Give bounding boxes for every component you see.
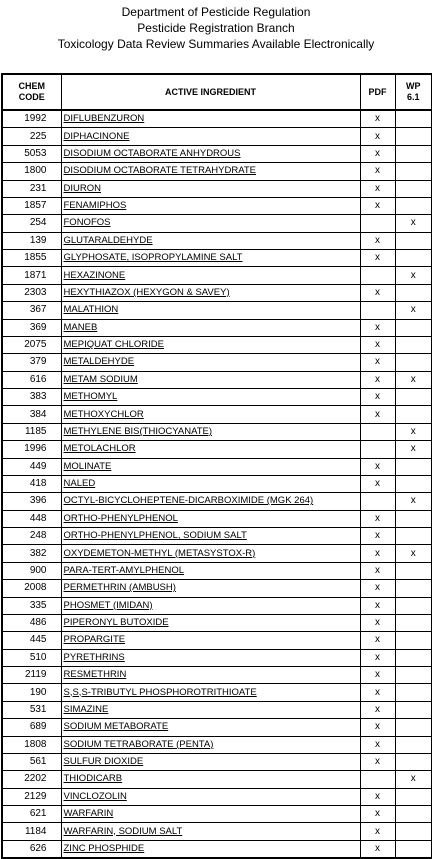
table-row <box>2 806 432 823</box>
pdf-mark-cell: x <box>360 562 395 579</box>
chem-code-label-line2: CODE <box>18 92 45 102</box>
pdf-mark-cell: x <box>360 701 395 718</box>
chem-code-cell: 367 <box>2 302 61 319</box>
pdf-mark-cell: x <box>360 840 395 858</box>
chem-code-cell: 190 <box>2 684 61 701</box>
chem-code-cell: 531 <box>2 701 61 718</box>
active-ingredient-link[interactable]: DIFLUBENZURON <box>61 110 360 128</box>
wp-mark-cell <box>395 319 432 336</box>
pdf-mark-cell: x <box>360 389 395 406</box>
wp-label-line2: 6.1 <box>406 92 420 102</box>
active-ingredient-link[interactable]: FONOFOS <box>61 215 360 232</box>
table-row <box>2 336 432 353</box>
active-ingredient-link[interactable]: S,S,S-TRIBUTYL PHOSPHOROTRITHIOATE <box>61 684 360 701</box>
table-row <box>2 354 432 371</box>
table-header-row <box>2 74 432 110</box>
chem-code-cell: 1855 <box>2 250 61 267</box>
active-ingredient-link[interactable]: OXYDEMETON-METHYL (METASYSTOX-R) <box>61 545 360 562</box>
wp-label-line1: WP <box>406 81 421 91</box>
chem-code-cell: 231 <box>2 180 61 197</box>
wp-mark-cell <box>395 128 432 145</box>
wp-mark-cell <box>395 701 432 718</box>
data-table <box>1 73 432 859</box>
pdf-mark-cell <box>360 771 395 788</box>
wp-mark-cell <box>395 110 432 128</box>
chem-code-cell: 382 <box>2 545 61 562</box>
pdf-mark-cell <box>360 267 395 284</box>
wp-mark-cell: x <box>395 267 432 284</box>
table-row <box>2 267 432 284</box>
header-title: Toxicology Data Review Summaries Available Electronically <box>57 37 375 51</box>
pdf-mark-cell: x <box>360 753 395 770</box>
table-row <box>2 788 432 805</box>
active-ingredient-link[interactable]: DIPHACINONE <box>61 128 360 145</box>
wp-mark-cell <box>395 562 432 579</box>
wp-mark-cell <box>395 458 432 475</box>
table-row <box>2 475 432 492</box>
chem-code-cell: 1992 <box>2 110 61 128</box>
pdf-mark-cell: x <box>360 163 395 180</box>
table-row <box>2 215 432 232</box>
table-row <box>2 684 432 701</box>
chem-code-cell: 510 <box>2 649 61 666</box>
table-row <box>2 528 432 545</box>
wp-mark-cell <box>395 719 432 736</box>
wp-mark-cell <box>395 145 432 162</box>
pdf-mark-cell: x <box>360 545 395 562</box>
wp-mark-cell <box>395 753 432 770</box>
pdf-mark-cell: x <box>360 180 395 197</box>
pdf-mark-cell: x <box>360 128 395 145</box>
active-ingredient-link[interactable]: RESMETHRIN <box>61 667 360 684</box>
chem-code-cell: 616 <box>2 371 61 388</box>
pdf-mark-cell <box>360 215 395 232</box>
chem-code-cell: 383 <box>2 389 61 406</box>
wp-mark-cell: x <box>395 771 432 788</box>
pdf-mark-cell: x <box>360 823 395 840</box>
pdf-mark-cell: x <box>360 354 395 371</box>
chem-code-cell: 1996 <box>2 441 61 458</box>
active-ingredient-link[interactable]: FENAMIPHOS <box>61 197 360 214</box>
chem-code-cell: 5053 <box>2 145 61 162</box>
table-row <box>2 667 432 684</box>
chem-code-cell: 2129 <box>2 788 61 805</box>
wp-mark-cell: x <box>395 493 432 510</box>
chem-code-cell: 1857 <box>2 197 61 214</box>
wp-mark-cell <box>395 163 432 180</box>
pdf-mark-cell: x <box>360 684 395 701</box>
active-ingredient-link[interactable]: METALDEHYDE <box>61 354 360 371</box>
table-row <box>2 302 432 319</box>
active-ingredient-link[interactable]: GLUTARALDEHYDE <box>61 232 360 249</box>
active-ingredient-link[interactable]: PHOSMET (IMIDAN) <box>61 597 360 614</box>
pdf-mark-cell: x <box>360 788 395 805</box>
chem-code-cell: 379 <box>2 354 61 371</box>
active-ingredient-link[interactable]: VINCLOZOLIN <box>61 788 360 805</box>
pdf-mark-cell <box>360 441 395 458</box>
pdf-mark-cell: x <box>360 319 395 336</box>
active-ingredient-link[interactable]: PYRETHRINS <box>61 649 360 666</box>
wp-mark-cell: x <box>395 545 432 562</box>
pdf-mark-cell: x <box>360 510 395 527</box>
active-ingredient-link[interactable]: METHOMYL <box>61 389 360 406</box>
table-row <box>2 423 432 440</box>
wp-mark-cell <box>395 736 432 753</box>
chem-code-cell: 1185 <box>2 423 61 440</box>
document-header <box>0 0 432 52</box>
chem-code-cell: 621 <box>2 806 61 823</box>
table-row <box>2 128 432 145</box>
wp-mark-cell <box>395 528 432 545</box>
pdf-mark-cell <box>360 423 395 440</box>
table-row <box>2 232 432 249</box>
table-row <box>2 493 432 510</box>
active-ingredient-link[interactable]: ZINC PHOSPHIDE <box>61 840 360 858</box>
active-ingredient-link[interactable]: DISODIUM OCTABORATE ANHYDROUS <box>61 145 360 162</box>
column-header-wp <box>395 74 432 110</box>
active-ingredient-link[interactable]: METHOXYCHLOR <box>61 406 360 423</box>
table-row <box>2 632 432 649</box>
wp-mark-cell <box>395 684 432 701</box>
pdf-mark-cell: x <box>360 110 395 128</box>
table-row <box>2 840 432 858</box>
table-row <box>2 180 432 197</box>
chem-code-cell: 139 <box>2 232 61 249</box>
active-ingredient-link[interactable]: PARA-TERT-AMYLPHENOL <box>61 562 360 579</box>
table-row <box>2 736 432 753</box>
header-branch: Pesticide Registration Branch <box>137 21 295 35</box>
table-row <box>2 250 432 267</box>
table-row <box>2 823 432 840</box>
table-row <box>2 197 432 214</box>
table-row <box>2 580 432 597</box>
table-row <box>2 458 432 475</box>
active-ingredient-link[interactable]: MOLINATE <box>61 458 360 475</box>
active-ingredient-link[interactable]: PERMETHRIN (AMBUSH) <box>61 580 360 597</box>
wp-mark-cell <box>395 840 432 858</box>
active-ingredient-link[interactable]: SIMAZINE <box>61 701 360 718</box>
pdf-mark-cell <box>360 493 395 510</box>
chem-code-cell: 254 <box>2 215 61 232</box>
chem-code-cell: 2008 <box>2 580 61 597</box>
table-row <box>2 753 432 770</box>
active-ingredient-link[interactable]: OCTYL-BICYCLOHEPTENE-DICARBOXIMIDE (MGK 264) <box>61 493 360 510</box>
chem-code-cell: 449 <box>2 458 61 475</box>
wp-mark-cell <box>395 510 432 527</box>
table-row <box>2 389 432 406</box>
table-row <box>2 649 432 666</box>
wp-mark-cell <box>395 475 432 492</box>
chem-code-cell: 1871 <box>2 267 61 284</box>
table-row <box>2 145 432 162</box>
pdf-mark-cell: x <box>360 336 395 353</box>
active-ingredient-link[interactable]: MANEB <box>61 319 360 336</box>
chem-code-cell: 626 <box>2 840 61 858</box>
pdf-mark-cell: x <box>360 806 395 823</box>
pdf-mark-cell: x <box>360 614 395 631</box>
chem-code-cell: 2303 <box>2 284 61 301</box>
table-row <box>2 719 432 736</box>
table-row <box>2 406 432 423</box>
active-ingredient-link[interactable]: HEXYTHIAZOX (HEXYGON & SAVEY) <box>61 284 360 301</box>
pdf-mark-cell: x <box>360 736 395 753</box>
pdf-mark-cell: x <box>360 649 395 666</box>
pdf-mark-cell: x <box>360 284 395 301</box>
column-header-active-ingredient: ACTIVE INGREDIENT <box>61 74 360 110</box>
chem-code-cell: 396 <box>2 493 61 510</box>
pdf-mark-cell: x <box>360 580 395 597</box>
chem-code-cell: 900 <box>2 562 61 579</box>
wp-mark-cell: x <box>395 441 432 458</box>
chem-code-cell: 689 <box>2 719 61 736</box>
wp-mark-cell: x <box>395 302 432 319</box>
active-ingredient-link[interactable]: DIURON <box>61 180 360 197</box>
table-row <box>2 771 432 788</box>
active-ingredient-link[interactable]: MALATHION <box>61 302 360 319</box>
wp-mark-cell <box>395 614 432 631</box>
pdf-mark-cell: x <box>360 597 395 614</box>
pdf-mark-cell: x <box>360 232 395 249</box>
table-row <box>2 701 432 718</box>
active-ingredient-link[interactable]: PIPERONYL BUTOXIDE <box>61 614 360 631</box>
wp-mark-cell <box>395 406 432 423</box>
wp-mark-cell <box>395 354 432 371</box>
active-ingredient-link[interactable]: METHYLENE BIS(THIOCYANATE) <box>61 423 360 440</box>
chem-code-cell: 369 <box>2 319 61 336</box>
chem-code-cell: 335 <box>2 597 61 614</box>
active-ingredient-link[interactable]: HEXAZINONE <box>61 267 360 284</box>
wp-mark-cell <box>395 649 432 666</box>
wp-mark-cell: x <box>395 371 432 388</box>
wp-mark-cell <box>395 632 432 649</box>
wp-mark-cell <box>395 597 432 614</box>
wp-mark-cell <box>395 284 432 301</box>
pdf-mark-cell: x <box>360 528 395 545</box>
wp-mark-cell <box>395 667 432 684</box>
wp-mark-cell <box>395 823 432 840</box>
chem-code-cell: 445 <box>2 632 61 649</box>
active-ingredient-link[interactable]: ORTHO-PHENYLPHENOL <box>61 510 360 527</box>
pdf-mark-cell: x <box>360 250 395 267</box>
table-row <box>2 545 432 562</box>
active-ingredient-link[interactable]: PROPARGITE <box>61 632 360 649</box>
chem-code-cell: 384 <box>2 406 61 423</box>
table-row <box>2 163 432 180</box>
wp-mark-cell <box>395 180 432 197</box>
chem-code-cell: 1808 <box>2 736 61 753</box>
chem-code-cell: 2075 <box>2 336 61 353</box>
table-row <box>2 371 432 388</box>
wp-mark-cell <box>395 250 432 267</box>
pdf-mark-cell: x <box>360 632 395 649</box>
pdf-mark-cell: x <box>360 197 395 214</box>
active-ingredient-link[interactable]: WARFARIN <box>61 806 360 823</box>
wp-mark-cell <box>395 580 432 597</box>
active-ingredient-link[interactable]: DISODIUM OCTABORATE TETRAHYDRATE <box>61 163 360 180</box>
chem-code-cell: 248 <box>2 528 61 545</box>
chem-code-cell: 561 <box>2 753 61 770</box>
column-header-pdf: PDF <box>360 74 395 110</box>
pdf-mark-cell: x <box>360 406 395 423</box>
active-ingredient-link[interactable]: NALED <box>61 475 360 492</box>
chem-code-cell: 225 <box>2 128 61 145</box>
table-row <box>2 441 432 458</box>
table-row <box>2 510 432 527</box>
wp-mark-cell <box>395 336 432 353</box>
table-row <box>2 597 432 614</box>
pdf-mark-cell: x <box>360 458 395 475</box>
pdf-mark-cell: x <box>360 371 395 388</box>
chem-code-cell: 2202 <box>2 771 61 788</box>
wp-mark-cell <box>395 197 432 214</box>
chem-code-cell: 486 <box>2 614 61 631</box>
chem-code-cell: 1184 <box>2 823 61 840</box>
wp-mark-cell <box>395 788 432 805</box>
chem-code-cell: 448 <box>2 510 61 527</box>
wp-mark-cell <box>395 389 432 406</box>
pdf-mark-cell: x <box>360 667 395 684</box>
table-row <box>2 319 432 336</box>
pdf-mark-cell: x <box>360 145 395 162</box>
table-row <box>2 614 432 631</box>
active-ingredient-link[interactable]: GLYPHOSATE, ISOPROPYLAMINE SALT <box>61 250 360 267</box>
active-ingredient-link[interactable]: THIODICARB <box>61 771 360 788</box>
active-ingredient-link[interactable]: MEPIQUAT CHLORIDE <box>61 336 360 353</box>
table-row <box>2 562 432 579</box>
active-ingredient-link[interactable]: ORTHO-PHENYLPHENOL, SODIUM SALT <box>61 528 360 545</box>
table-row <box>2 110 432 128</box>
chem-code-cell: 1800 <box>2 163 61 180</box>
active-ingredient-link[interactable]: METOLACHLOR <box>61 441 360 458</box>
wp-mark-cell: x <box>395 423 432 440</box>
wp-mark-cell: x <box>395 215 432 232</box>
pdf-mark-cell: x <box>360 719 395 736</box>
active-ingredient-link[interactable]: SODIUM METABORATE <box>61 719 360 736</box>
wp-mark-cell <box>395 806 432 823</box>
active-ingredient-link[interactable]: SULFUR DIOXIDE <box>61 753 360 770</box>
wp-mark-cell <box>395 232 432 249</box>
chem-code-cell: 2119 <box>2 667 61 684</box>
header-department: Department of Pesticide Regulation <box>121 5 311 19</box>
pdf-mark-cell <box>360 302 395 319</box>
table-row <box>2 284 432 301</box>
active-ingredient-link[interactable]: METAM SODIUM <box>61 371 360 388</box>
column-header-chem-code <box>2 74 61 110</box>
active-ingredient-link[interactable]: WARFARIN, SODIUM SALT <box>61 823 360 840</box>
chem-code-label-line1: CHEM <box>18 81 45 91</box>
pdf-mark-cell: x <box>360 475 395 492</box>
active-ingredient-link[interactable]: SODIUM TETRABORATE (PENTA) <box>61 736 360 753</box>
chem-code-cell: 418 <box>2 475 61 492</box>
